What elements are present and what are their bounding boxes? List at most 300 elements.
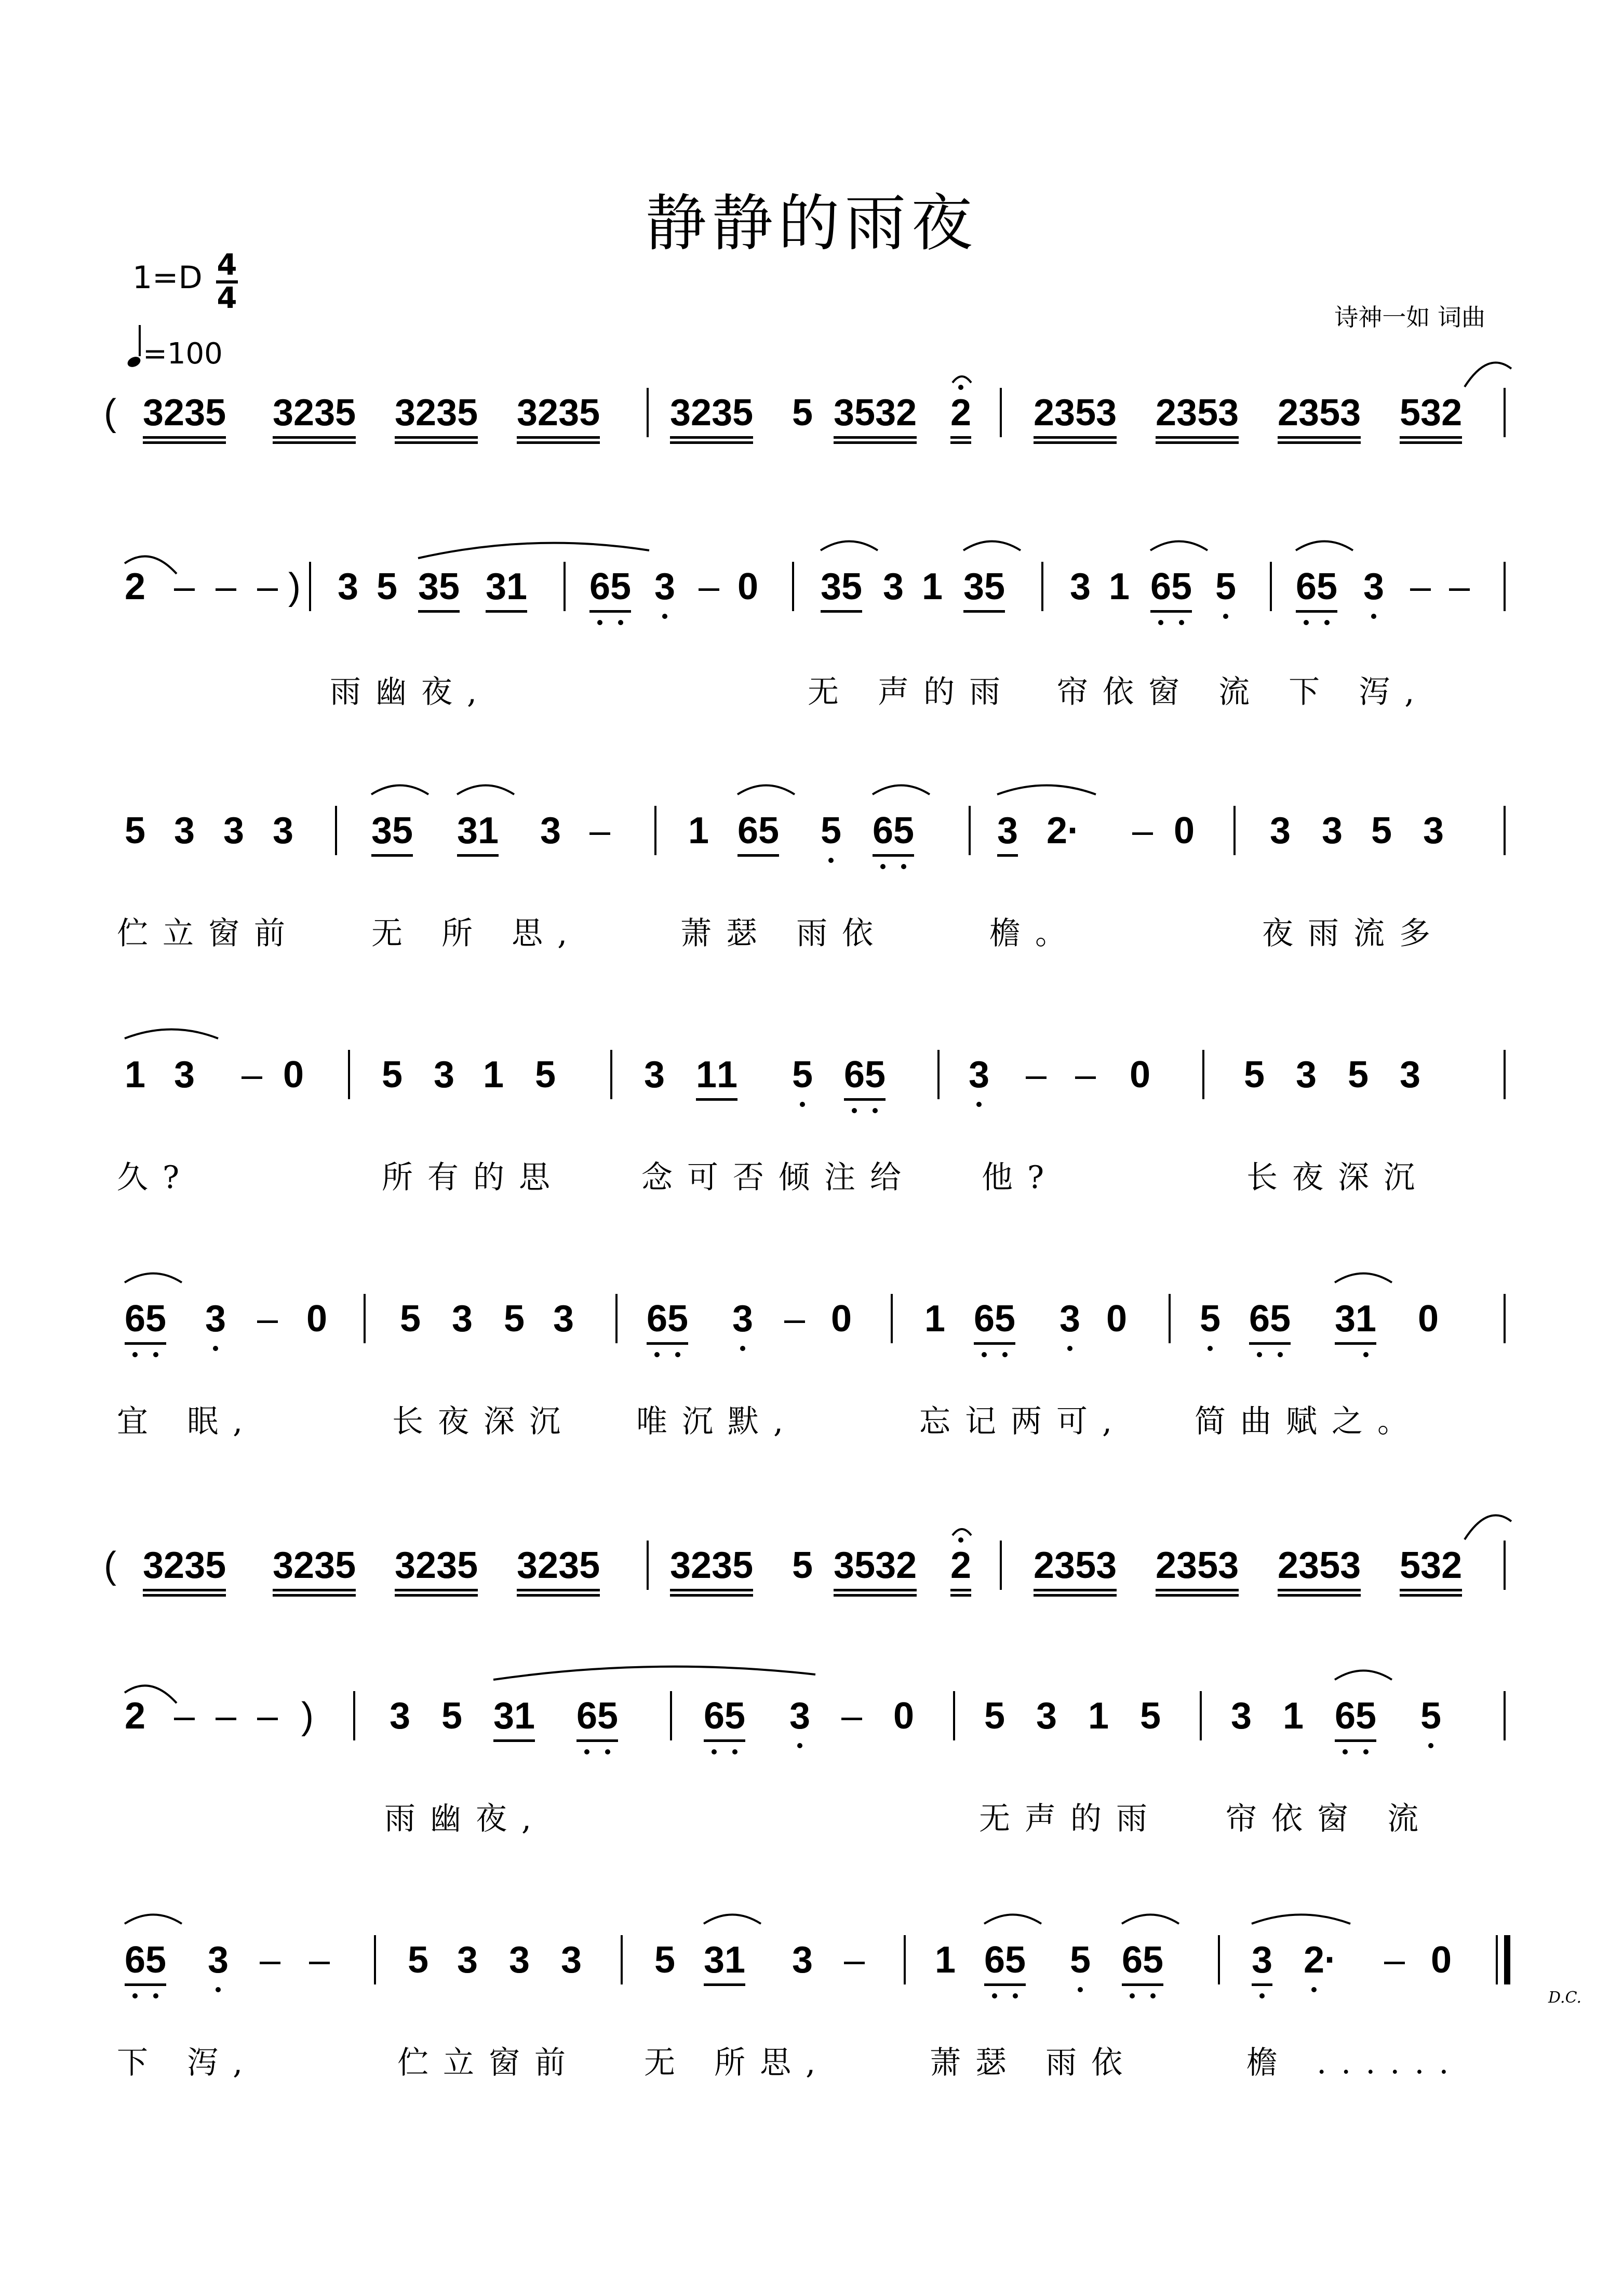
note-group	[382, 1054, 403, 1096]
note-group	[125, 1298, 166, 1340]
lower-octave-dot	[1223, 614, 1228, 619]
lyric-line: 檐。	[989, 915, 1081, 952]
eighth-underline	[670, 436, 753, 439]
lower-octave-dot	[1078, 1987, 1083, 1992]
note-group	[1283, 1695, 1304, 1737]
note-group	[1047, 810, 1080, 852]
note-digit: 1	[506, 566, 528, 607]
note-digit: 3	[390, 1695, 411, 1737]
note-digit: 3	[174, 1054, 195, 1096]
slur	[1122, 1915, 1179, 1924]
note-digit: 2	[1034, 392, 1055, 434]
note-group	[1348, 1054, 1369, 1096]
lower-octave-dot	[732, 1749, 737, 1754]
lower-octave-dot	[216, 1987, 221, 1992]
extension-dash	[216, 566, 236, 607]
note-digit: 3	[821, 566, 842, 607]
note-group	[457, 1939, 478, 1981]
extension-dash	[699, 566, 719, 607]
note-digits	[737, 566, 758, 607]
eighth-underline	[950, 1589, 971, 1591]
note-digit: 2	[125, 1695, 146, 1737]
eighth-underline	[589, 610, 631, 613]
lyric-line: 雨幽夜,	[330, 674, 492, 710]
note-digit: 3	[452, 1298, 473, 1340]
eighth-underline	[517, 1589, 600, 1591]
sixteenth-underline	[395, 441, 478, 444]
fermata-icon	[958, 1537, 963, 1543]
note-digit: 5	[145, 1939, 166, 1981]
note-digits	[1423, 810, 1444, 852]
note-digits	[688, 810, 709, 852]
note-digit: 5	[335, 392, 356, 434]
note-digits	[841, 1695, 862, 1737]
note-digit: 3	[1176, 1545, 1198, 1586]
note-digits	[1252, 1939, 1272, 1981]
note-group	[1215, 566, 1236, 607]
note-digits	[1249, 1298, 1291, 1340]
note-digit: –	[784, 1298, 806, 1340]
note-digit: –	[1449, 566, 1470, 607]
note-group	[997, 810, 1018, 852]
repeat-parenthesis	[288, 566, 301, 607]
note-digit: 3	[883, 566, 904, 607]
note-digits	[125, 1054, 145, 1096]
slur	[1150, 542, 1208, 551]
lower-octave-dot	[992, 1993, 997, 1998]
note-digit: 3	[834, 1545, 855, 1586]
lower-octave-dot	[1324, 620, 1330, 625]
note-digits	[1283, 1695, 1304, 1737]
note-digit: 5	[854, 1545, 876, 1586]
note-group	[789, 1695, 810, 1737]
note-digits	[1270, 810, 1291, 852]
note-digit: 0	[831, 1298, 852, 1340]
note-digit: 5	[725, 1695, 745, 1737]
slur	[1335, 1274, 1392, 1283]
slur	[873, 786, 930, 795]
barline	[1218, 1935, 1220, 1984]
note-digits	[1449, 566, 1470, 607]
note-digits	[395, 1545, 478, 1586]
note-group	[922, 566, 943, 607]
eighth-underline	[273, 1589, 356, 1591]
note-group	[844, 1054, 886, 1096]
eighth-underline	[1335, 1739, 1376, 1742]
note-digit: 5	[1171, 566, 1192, 607]
note-digit: 3	[395, 1545, 416, 1586]
note-digit: (	[104, 392, 116, 434]
note-group	[125, 1939, 166, 1981]
note-digit: –	[1132, 810, 1153, 852]
eighth-underline	[844, 1098, 886, 1101]
barline	[610, 1050, 612, 1099]
note-digit: 5	[457, 1545, 478, 1586]
barline	[564, 562, 566, 611]
note-digits	[1070, 1939, 1091, 1981]
note-group	[737, 810, 779, 852]
eighth-underline	[395, 1589, 478, 1591]
lower-octave-dot	[1363, 1749, 1369, 1754]
note-group	[974, 1298, 1015, 1340]
note-digits	[1431, 1939, 1452, 1981]
note-group	[273, 1545, 356, 1586]
note-digit: 0	[283, 1054, 304, 1096]
eighth-underline	[1122, 1983, 1163, 1986]
note-digit: –	[260, 1939, 281, 1981]
lyric-line: 下 泻,	[117, 2045, 258, 2081]
note-group	[504, 1298, 525, 1340]
slur	[125, 1030, 218, 1039]
note-digit: 3	[1400, 1054, 1421, 1096]
note-digit: 5	[1356, 1695, 1376, 1737]
note-group	[371, 810, 413, 852]
lower-octave-dot	[132, 1993, 138, 1998]
note-digits	[654, 566, 675, 607]
note-digit: 5	[579, 392, 600, 434]
note-digits	[792, 1054, 813, 1096]
note-digits	[647, 1298, 688, 1340]
note-digit: 5	[1143, 1939, 1163, 1981]
note-digits	[654, 1939, 675, 1981]
note-digit: 5	[1400, 392, 1421, 434]
lyric-line: 简曲赋之。	[1195, 1403, 1423, 1440]
barline	[1000, 388, 1002, 437]
note-group	[395, 1545, 478, 1586]
eighth-underline	[486, 610, 527, 613]
note-digits	[644, 1054, 665, 1096]
note-digits	[1384, 1939, 1405, 1981]
note-digits	[699, 566, 719, 607]
eighth-underline	[1156, 436, 1239, 439]
note-digits	[283, 1054, 304, 1096]
note-digit: –	[1026, 1054, 1047, 1096]
note-group	[821, 566, 862, 607]
note-digits	[1363, 566, 1384, 607]
note-digit: 3	[1423, 810, 1444, 852]
eighth-underline	[1278, 1589, 1361, 1591]
note-digits	[1034, 392, 1117, 434]
note-group	[390, 1695, 410, 1737]
note-digits	[1122, 1939, 1163, 1981]
note-digit: 2	[1034, 1545, 1055, 1586]
note-digit: 3	[338, 566, 359, 607]
note-group	[395, 392, 478, 434]
note-digit: 3	[1322, 810, 1343, 852]
note-digits	[1215, 566, 1236, 607]
lyric-line: 念可否倾注给	[641, 1159, 916, 1196]
note-group	[1431, 1939, 1452, 1981]
extension-dash	[1075, 1054, 1096, 1096]
notation-row	[0, 566, 1623, 644]
note-digits	[434, 1054, 454, 1096]
lower-octave-dot	[1067, 1346, 1072, 1351]
lower-octave-dot	[675, 1352, 680, 1357]
sixteenth-underline	[1034, 441, 1117, 444]
sixteenth-underline	[143, 441, 226, 444]
note-group	[517, 1545, 600, 1586]
note-digit: 5	[535, 1054, 556, 1096]
note-digits	[174, 566, 195, 607]
eighth-underline	[737, 854, 779, 857]
note-digit: 2	[1441, 1545, 1463, 1586]
barline	[1504, 806, 1506, 855]
note-group	[1034, 1545, 1117, 1586]
lower-octave-dot	[1278, 1352, 1283, 1357]
repeat-parenthesis	[104, 392, 116, 434]
note-digit: 6	[1335, 1695, 1356, 1737]
eighth-underline	[704, 1739, 745, 1742]
note-digit: 5	[821, 810, 841, 852]
slur	[963, 542, 1021, 551]
note-digits	[1132, 810, 1153, 852]
note-digits	[1296, 1054, 1317, 1096]
slur	[1296, 542, 1353, 551]
note-group	[1270, 810, 1291, 852]
note-digits	[216, 1695, 236, 1737]
note-digit: 6	[974, 1298, 995, 1340]
note-digits	[104, 1545, 116, 1586]
note-group	[1059, 1298, 1080, 1340]
note-digit: 5	[441, 1695, 463, 1737]
lower-octave-dot	[1150, 1993, 1156, 1998]
note-digit: 2	[293, 392, 315, 434]
extension-dash	[1132, 810, 1153, 852]
eighth-underline	[696, 1098, 737, 1101]
note-group	[517, 392, 600, 434]
eighth-underline	[125, 1342, 166, 1345]
lower-octave-dot	[584, 1749, 589, 1754]
note-digit: 2	[896, 392, 917, 434]
note-digit: 1	[935, 1939, 956, 1981]
lyric-line: 伫立窗前	[117, 915, 300, 952]
note-digit: 6	[844, 1054, 865, 1096]
lower-octave-dot	[597, 620, 602, 625]
note-digits	[486, 566, 527, 607]
extension-dash	[216, 1695, 236, 1737]
note-digit: 5	[377, 566, 398, 607]
tie-start	[1465, 1515, 1511, 1539]
note-digit: 3	[875, 392, 896, 434]
note-digit: 3	[273, 1545, 294, 1586]
note-digit: 3	[1036, 1695, 1057, 1737]
note-digits	[208, 1939, 229, 1981]
note-digits	[792, 392, 813, 434]
note-digit: 3	[558, 392, 580, 434]
note-digit: 3	[1298, 392, 1320, 434]
barline	[1270, 562, 1272, 611]
note-digit: 5	[865, 1054, 886, 1096]
note-digit: 5	[205, 392, 226, 434]
note-group	[1140, 1695, 1161, 1737]
lyric-line: 无声的雨	[979, 1801, 1162, 1837]
lower-octave-dot	[712, 1749, 717, 1754]
note-digits	[1400, 392, 1462, 434]
eighth-underline	[1400, 1589, 1462, 1591]
sixteenth-underline	[517, 1594, 600, 1597]
eighth-underline	[647, 1342, 688, 1345]
lyric-line: 所有的思	[382, 1159, 565, 1196]
eighth-underline	[1296, 610, 1337, 613]
note-digits	[260, 1939, 280, 1981]
fermata-arc	[950, 1524, 973, 1536]
note-digit: 5	[205, 1545, 226, 1586]
note-group	[1249, 1298, 1291, 1340]
note-digits	[242, 1054, 262, 1096]
note-digit: 5	[382, 1054, 403, 1096]
tempo-marking	[127, 332, 223, 371]
note-digit: 3	[712, 392, 733, 434]
note-group	[1278, 1545, 1361, 1586]
note-digits	[125, 1939, 166, 1981]
note-digit: 6	[704, 1695, 725, 1737]
sixteenth-underline	[950, 441, 971, 444]
note-digit: 1	[725, 1939, 746, 1981]
note-digits	[1371, 810, 1392, 852]
note-digit: 3	[670, 1545, 691, 1586]
note-digit: 2	[125, 566, 146, 607]
note-digits	[257, 1298, 278, 1340]
note-digit: 6	[1150, 566, 1171, 607]
note-group	[1156, 392, 1239, 434]
eighth-underline	[821, 610, 862, 613]
note-digit: 1	[1356, 1298, 1376, 1340]
note-digits	[784, 1298, 805, 1340]
note-digit: 3	[553, 1298, 574, 1340]
lyric-line: 伫立窗前	[397, 2045, 580, 2081]
note-digits	[984, 1695, 1005, 1737]
eighth-underline	[950, 436, 971, 439]
note-digits	[821, 566, 862, 607]
note-group	[1231, 1695, 1252, 1737]
note-group	[441, 1695, 462, 1737]
note-group	[174, 810, 195, 852]
eighth-underline	[997, 854, 1018, 857]
note-digit: 3	[969, 1054, 989, 1096]
extension-dash	[174, 1695, 195, 1737]
note-group	[1156, 1545, 1239, 1586]
note-group	[125, 1054, 145, 1096]
note-digit: 3	[644, 1054, 665, 1096]
note-digit: 1	[924, 1298, 946, 1340]
eighth-underline	[1252, 1983, 1272, 1986]
note-digit: 3	[1296, 1054, 1317, 1096]
note-digit: 5	[1140, 1695, 1161, 1737]
note-digits	[1410, 566, 1431, 607]
note-digit: 2	[1047, 810, 1068, 852]
fermata-arc	[950, 371, 973, 384]
note-digits	[390, 1695, 410, 1737]
note-digit: 5	[125, 810, 146, 852]
note-group	[1371, 810, 1392, 852]
extension-dash	[257, 566, 278, 607]
note-group	[950, 1545, 971, 1586]
extension-dash	[589, 810, 610, 852]
note-digit: ·	[1067, 810, 1080, 852]
note-group	[273, 392, 356, 434]
eighth-underline	[1034, 436, 1117, 439]
note-digit: 3	[1363, 566, 1384, 607]
note-digit: 3	[371, 810, 393, 852]
note-digits	[1400, 1545, 1462, 1586]
sixteenth-underline	[143, 1594, 226, 1597]
barline	[904, 1935, 906, 1984]
lower-octave-dot	[976, 1102, 982, 1107]
lower-octave-dot	[662, 614, 667, 619]
extension-dash	[257, 1298, 278, 1340]
slur	[1252, 1915, 1350, 1924]
lower-octave-dot	[213, 1346, 218, 1351]
repeat-parenthesis	[301, 1695, 314, 1737]
phrase-slur	[418, 543, 649, 558]
note-digit: –	[174, 1695, 195, 1737]
eighth-underline	[1278, 436, 1361, 439]
note-digit: 2	[293, 1545, 315, 1586]
note-digit: –	[242, 1054, 263, 1096]
barline	[1169, 1294, 1171, 1343]
note-digit: 6	[647, 1298, 667, 1340]
barline	[615, 1294, 618, 1343]
note-digit: 3	[561, 1939, 582, 1981]
barline	[1200, 1691, 1202, 1740]
note-digits	[540, 810, 561, 852]
note-digits	[576, 1695, 618, 1737]
lower-octave-dot	[1002, 1352, 1008, 1357]
note-group	[1418, 1298, 1439, 1340]
note-group	[483, 1054, 504, 1096]
note-digit: –	[257, 1695, 278, 1737]
slur	[821, 542, 878, 551]
slur	[704, 1915, 761, 1924]
note-digit: 2	[950, 392, 971, 434]
note-group	[1400, 1545, 1462, 1586]
note-group	[935, 1939, 956, 1981]
eighth-underline	[493, 1739, 535, 1742]
lower-octave-dot	[153, 1352, 158, 1357]
note-digit: 2	[415, 1545, 437, 1586]
sixteenth-underline	[950, 1594, 971, 1597]
lower-octave-dot	[1208, 1346, 1213, 1351]
note-digits	[1047, 810, 1080, 852]
note-group	[457, 810, 499, 852]
barline	[348, 1050, 350, 1099]
note-digit: 3	[436, 392, 458, 434]
note-digits	[535, 1054, 556, 1096]
slur	[997, 786, 1096, 795]
note-digits	[792, 1939, 813, 1981]
note-group	[208, 1939, 229, 1981]
note-digit: 5	[1371, 810, 1392, 852]
note-group	[1322, 810, 1343, 852]
note-digits	[589, 810, 610, 852]
note-digits	[831, 1298, 852, 1340]
barline	[670, 1691, 672, 1740]
note-digit: 0	[306, 1298, 328, 1340]
song-title: 静静的雨夜	[645, 187, 978, 259]
note-digits	[257, 566, 278, 607]
note-digits	[301, 1695, 314, 1737]
note-digits	[963, 566, 1005, 607]
note-digits	[457, 810, 499, 852]
note-digits	[1231, 1695, 1252, 1737]
note-group	[1036, 1695, 1057, 1737]
note-digits	[1109, 566, 1130, 607]
note-digits	[125, 810, 145, 852]
note-digit: 0	[1418, 1298, 1439, 1340]
note-digit: 5	[504, 1298, 525, 1340]
note-digit: 5	[667, 1298, 688, 1340]
note-digits	[125, 566, 145, 607]
